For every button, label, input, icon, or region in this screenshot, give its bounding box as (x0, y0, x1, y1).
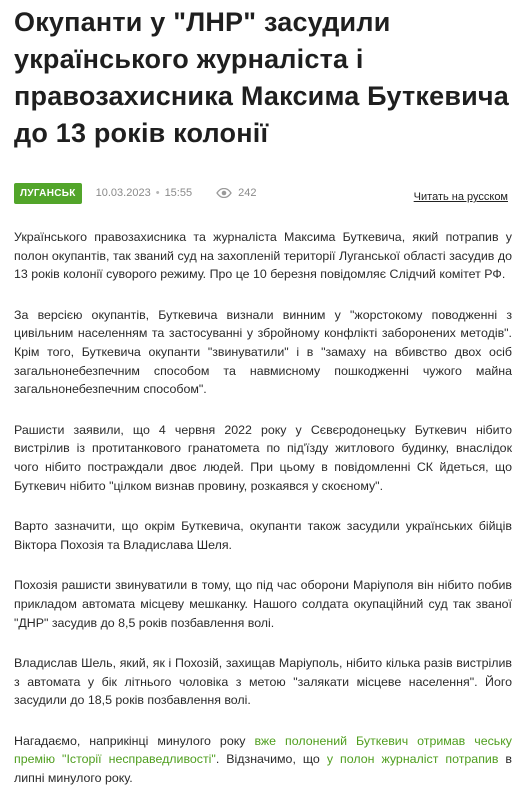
paragraph-3: Рашисти заявили, що 4 червня 2022 року у Сєвєродонецьку Буткевич нібито вистрілив із протитанкового гранатомета по під'їзду житлового будинку, внаслідок чого нібито постраждали двоє людей. При цьому в повідомленні СК йдеться, що Буткевич нібито "цілком визнав провину, розкаявся у скоєному". (14, 422, 512, 493)
publish-time: 15:55 (164, 187, 193, 199)
views-counter (216, 187, 256, 199)
award-article-link[interactable]: вже полонений Буткевич отримав чеську премію "Історії несправедливості" (14, 733, 512, 767)
eye-icon (216, 188, 232, 198)
article-body (14, 228, 512, 788)
p7-text-1: Нагадаємо, наприкінці минулого року (14, 733, 255, 748)
paragraph-7 (14, 732, 512, 788)
paragraph-5: Похозія рашисти звинуватили в тому, що під час оборони Маріуполя він нібито побив прикладом автомата місцеву мешканку. Нашого солдата окупаційний суд так званої "ДНР" засудив до 8,5 років позбавлення волі. (14, 578, 512, 630)
p7-text-3: в липні минулого року. (14, 752, 512, 786)
read-in-russian-link[interactable]: Читать на русском (413, 191, 508, 203)
article-meta (14, 180, 512, 206)
paragraph-1: Українського правозахисника та журналіста Максима Буткевича, який потрапив у полон окупантів, так званий суд на захопленій території Луганської області засудив до 13 років колонії суворого режиму. Про це 10 березня повідомляє Слідчий комітет РФ. (14, 230, 512, 282)
article-title: Окупанти у "ЛНР" засудили українського журналіста і правозахисника Максима Буткевича до 13 років колонії (14, 7, 510, 148)
category-badge[interactable]: ЛУГАНСЬК (14, 183, 82, 204)
paragraph-6: Владислав Шель, який, як і Похозій, захищав Маріуполь, нібито кілька разів вистрілив з автомата у бік літнього чоловіка з метою "залякати місцеве населення". Його засудили до 18,5 років позбавлення волі. (14, 656, 512, 708)
p7-text-2: . Відзначимо, що (215, 752, 327, 767)
captivity-article-link[interactable]: у полон журналіст потрапив (326, 752, 499, 767)
views-count: 242 (238, 187, 257, 199)
paragraph-4: Варто зазначити, що окрім Буткевича, окупанти також засудили українських бійців Віктора Похозія та Владислава Шеля. (14, 519, 512, 552)
meta-separator: • (155, 187, 160, 199)
publish-date: 10.03.2023 (95, 187, 151, 199)
paragraph-2: За версією окупантів, Буткевича визнали винним у "жорстокому поводженні з цивільним населенням та застосуванні у збройному конфлікті заборонених методів". Крім того, Буткевича окупанти "звинуватили" і в "замаху на вбивство двох осіб загальнонебезпечним способом та навмисному пошкодженні чужого майна загальнонебезпечним способом". (14, 307, 512, 397)
